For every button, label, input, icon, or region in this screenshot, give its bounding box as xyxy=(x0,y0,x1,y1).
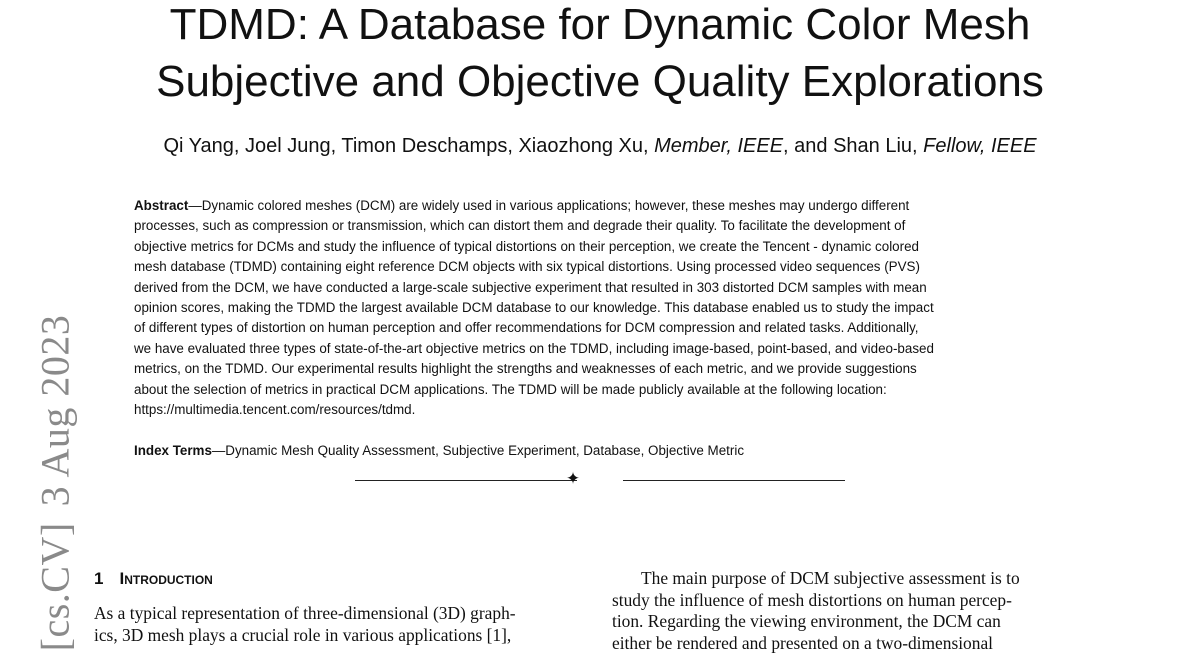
abstract-line: derived from the DCM, we have conducted a large-scale subjective experiment that resulted in 303 distorted DCM samples with mean xyxy=(134,280,927,295)
body-line: The main purpose of DCM subjective assessment is to xyxy=(612,568,1107,590)
divider-left xyxy=(355,480,577,481)
author-list xyxy=(0,133,1200,159)
abstract-label: Abstract xyxy=(134,198,188,213)
body-line: As a typical representation of three-dimensional (3D) graph- xyxy=(94,603,589,625)
index-terms-text: —Dynamic Mesh Quality Assessment, Subjective Experiment, Database, Objective Metric xyxy=(212,443,744,458)
author-membership: Member, IEEE xyxy=(654,135,783,157)
body-line: study the influence of mesh distortions on human percep- xyxy=(612,590,1107,612)
divider-diamond-icon: ✦ xyxy=(563,469,583,489)
arxiv-category: [cs.CV] xyxy=(33,522,78,651)
body-line: either be rendered and presented on a two-dimensional xyxy=(612,633,1107,654)
abstract-line: processes, such as compression or transmission, which can distort them and degrade their quality. To facilitate the development of xyxy=(134,218,905,233)
abstract-line: about the selection of metrics in practical DCM applications. The TDMD will be made publicly available at the following location: xyxy=(134,382,887,397)
abstract-line: objective metrics for DCMs and study the influence of typical distortions on their perception, we create the Tencent - dynamic colored xyxy=(134,239,919,254)
title-line-2: Subjective and Objective Quality Explorations xyxy=(0,56,1200,107)
index-terms xyxy=(134,441,1070,461)
body-line: tion. Regarding the viewing environment, the DCM can xyxy=(612,611,1107,633)
abstract-line: metrics, on the TDMD. Our experimental results highlight the strengths and weaknesses of each metric, and we provide suggestions xyxy=(134,361,917,376)
author-fellowship: Fellow, IEEE xyxy=(923,135,1036,157)
abstract-line: mesh database (TDMD) containing eight reference DCM objects with six typical distortions. Using processed video sequences (PVS) xyxy=(134,259,920,274)
left-column-text xyxy=(94,603,589,646)
abstract-line: we have evaluated three types of state-of-the-art objective metrics on the TDMD, including image-based, point-based, and video-based xyxy=(134,341,934,356)
author-names: Qi Yang, Joel Jung, Timon Deschamps, Xiaozhong Xu, xyxy=(163,135,654,157)
title-line-1: TDMD: A Database for Dynamic Color Mesh xyxy=(0,0,1200,50)
arxiv-date: 3 Aug 2023 xyxy=(33,315,78,507)
abstract-line: of different types of distortion on human perception and offer recommendations for DCM compression and related tasks. Additionally, xyxy=(134,320,919,335)
right-column-text xyxy=(612,568,1107,654)
paper-title xyxy=(0,0,1200,107)
abstract-url: https://multimedia.tencent.com/resources/tdmd. xyxy=(134,402,415,417)
body-line: ics, 3D mesh plays a crucial role in various applications [1], xyxy=(94,625,589,647)
abstract-line: opinion scores, making the TDMD the largest available DCM database to our knowledge. This database enabled us to study the impact xyxy=(134,300,934,315)
index-terms-label: Index Terms xyxy=(134,443,212,458)
arxiv-side-stamp xyxy=(32,299,79,652)
section-heading xyxy=(94,568,213,590)
abstract-line: —Dynamic colored meshes (DCM) are widely used in various applications; however, these meshes may undergo different xyxy=(188,198,909,213)
author-names-continued: , and Shan Liu, xyxy=(783,135,923,157)
abstract xyxy=(134,196,1070,420)
divider-right xyxy=(623,480,845,481)
section-number: 1 xyxy=(94,569,103,588)
section-title: Introduction xyxy=(119,569,212,588)
